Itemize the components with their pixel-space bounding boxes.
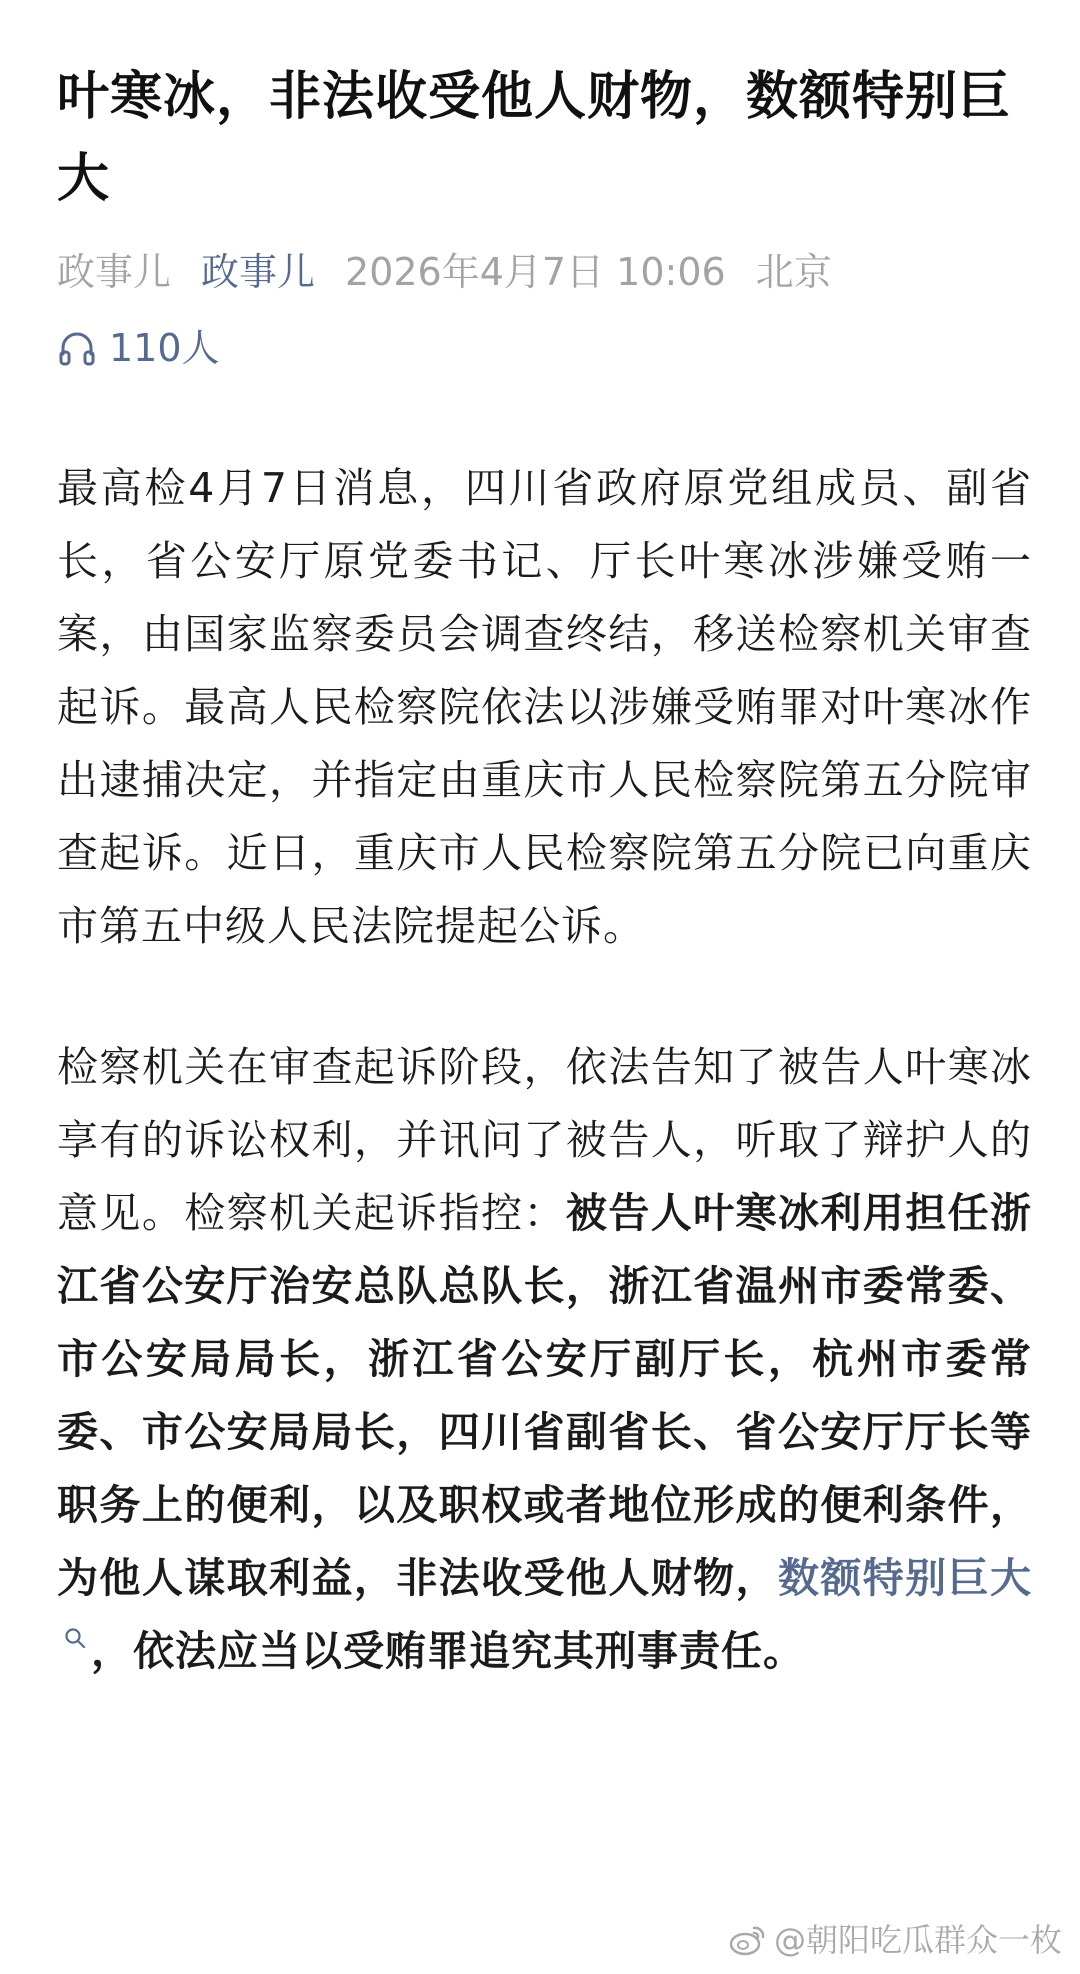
search-icon[interactable]: [63, 1626, 87, 1650]
publish-location: 北京: [755, 250, 832, 294]
article-body: [57, 452, 1032, 1688]
source-name: 政事儿: [57, 250, 172, 294]
headphones-icon: [57, 328, 97, 368]
search-keyword-link[interactable]: 数额特别巨大: [777, 1554, 1032, 1602]
paragraph-2-bold-b: ，依法应当以受贿罪追究其刑事责任。: [91, 1627, 805, 1675]
article-meta: [57, 244, 1032, 300]
article: [57, 56, 1032, 1688]
paragraph-2: [57, 1031, 1032, 1688]
publish-time: 2026年4月7日 10:06: [345, 250, 726, 294]
article-title: 叶寒冰，非法收受他人财物，数额特别巨大: [57, 67, 1012, 209]
watermark: [728, 1920, 1062, 1960]
listen-button[interactable]: [57, 320, 1032, 376]
paragraph-2-text: 检察机关在审查起诉阶段，依法告知了被告人叶寒冰享有的诉讼权利，并讯问了被告人，听取了辩护人的意见。检察机关起诉指控：: [57, 1043, 1032, 1237]
watermark-text: @朝阳吃瓜群众一枚: [773, 1921, 1062, 1959]
paragraph-1: 最高检4月7日消息，四川省政府原党组成员、副省长，省公安厅原党委书记、厅长叶寒冰涉嫌受贿一案，由国家监察委员会调查终结，移送检察机关审查起诉。最高人民检察院依法以涉嫌受贿罪对叶寒冰作出逮捕决定，并指定由重庆市人民检察院第五分院审查起诉。近日，重庆市人民检察院第五分院已向重庆市第五中级人民法院提起公诉。: [57, 464, 1032, 950]
author-link[interactable]: 政事儿: [201, 250, 316, 294]
listen-count: 110人: [109, 326, 220, 370]
paragraph-2-bold-a: 被告人叶寒冰利用担任浙江省公安厅治安总队总队长，浙江省温州市委常委、市公安局局长，浙江省公安厅副厅长，杭州市委常委、市公安局局长，四川省副省长、省公安厅厅长等职务上的便利，以及职权或者地位形成的便利条件，为他人谋取利益，非法收受他人财物，: [57, 1189, 1033, 1602]
weibo-icon: [728, 1923, 768, 1957]
